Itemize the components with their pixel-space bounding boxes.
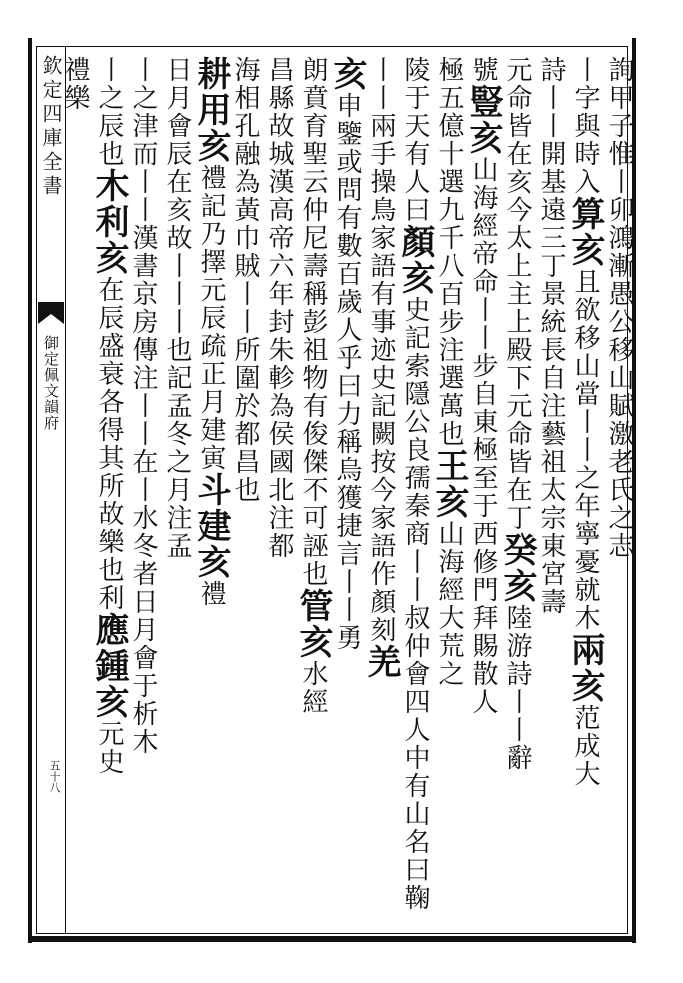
text-run: 極五億十選九千八百步注選萬也	[434, 56, 464, 448]
text-run: 昌縣故城漢高帝六年封朱軫為侯國北	[264, 56, 294, 504]
headword: 管亥	[293, 588, 333, 660]
headword: 算亥	[565, 196, 605, 268]
text-run: 鴻漸愚公移山賦	[604, 224, 634, 420]
text-run: 元史	[94, 720, 124, 776]
text-run: 史記索隱公良孺秦商丨丨叔仲會四人	[400, 296, 430, 744]
text-run: 禮	[196, 580, 226, 608]
text-run: 禮樂	[60, 56, 90, 112]
headword: 斗建亥	[191, 472, 231, 580]
headword: 木利亥	[89, 168, 129, 276]
text-run: 激老氏之志	[604, 420, 634, 560]
text-run: 丨之津而丨丨	[128, 56, 158, 224]
text-column	[429, 56, 469, 926]
text-run: 元命皆在亥今太上主上殿下元命皆在丁	[502, 56, 532, 532]
text-column	[89, 56, 129, 926]
headword: 應鍾亥	[89, 612, 129, 720]
text-column	[264, 56, 294, 926]
text-column	[128, 56, 158, 926]
text-column	[395, 56, 435, 926]
text-run: 丨之辰也	[94, 56, 124, 168]
text-run: 丨字與時入	[570, 56, 600, 196]
text-run: 范成大	[570, 704, 600, 788]
text-run: 山海經大荒之	[434, 520, 464, 688]
text-column	[361, 56, 401, 926]
text-run: 東宮壽	[536, 532, 566, 616]
headword: 豎亥	[463, 84, 503, 156]
text-column	[60, 56, 90, 926]
headword: 顏亥	[395, 224, 435, 296]
page-frame-bottom-rule	[28, 936, 636, 942]
text-run: 禮記乃擇元辰疏正月建寅	[196, 164, 226, 472]
text-column	[463, 56, 503, 926]
text-run: 號	[468, 56, 498, 84]
text-run: 在辰盛衰各得其所故樂也	[94, 276, 124, 584]
text-column	[162, 56, 192, 926]
text-run: 且欲移山當丨丨之年寧憂就木	[570, 268, 600, 632]
text-column	[565, 56, 605, 926]
text-run: 海相孔融為黃巾賊丨丨所圍於都昌也	[230, 56, 260, 504]
text-run: 記孟冬之月注孟	[162, 364, 192, 560]
text-column	[327, 56, 367, 926]
text-column	[293, 56, 333, 926]
text-run: 日月會辰在亥故丨丨丨也	[162, 56, 192, 364]
headword: 羌	[361, 644, 401, 680]
book-subtitle: 御定佩文韻府	[42, 335, 60, 431]
text-run: 詩丨丨開基遠三丁景統長自注藝祖太宗	[536, 56, 566, 532]
text-run: 陵于天有人曰	[400, 56, 430, 224]
text-run: 利	[94, 584, 124, 612]
headword: 耕用亥	[191, 56, 231, 164]
text-run: 注都	[264, 504, 294, 560]
text-run: 丨丨兩手操鳥	[366, 56, 396, 224]
book-title: 欽定四庫全書	[39, 55, 63, 199]
text-run: 山海經帝命丨丨步自東極至于西	[468, 156, 498, 548]
text-run: 冬者日月會于析木	[128, 532, 158, 756]
text-run: 卯	[604, 196, 634, 224]
text-column	[536, 56, 566, 926]
headword: 亥	[327, 56, 367, 92]
text-column	[604, 56, 634, 926]
text-run: 家語有事迹史記闕按今家語作顏刻	[366, 224, 396, 644]
headword: 兩亥	[565, 632, 605, 704]
headword: 癸亥	[497, 532, 537, 604]
text-run: 水經	[298, 660, 328, 716]
text-run: 申鑒或問有數百歲人乎曰力稱烏獲捷言丨丨勇	[332, 92, 362, 652]
text-column	[230, 56, 260, 926]
headword: 王亥	[429, 448, 469, 520]
text-run: 陸游詩丨丨辭	[502, 604, 532, 772]
text-run: 朗賁育聖云仲尼壽稱彭祖物有俊傑不可誣也	[298, 56, 328, 588]
text-run: 修門拜賜散人	[468, 548, 498, 716]
text-run: 漢書京房傳注丨丨在丨水	[128, 224, 158, 532]
text-column	[191, 56, 231, 926]
text-run: 詢甲子惟丨	[604, 56, 634, 196]
page-number: 五十八	[48, 760, 61, 793]
text-column	[497, 56, 537, 926]
text-run: 中有山名曰鞠	[400, 744, 430, 912]
